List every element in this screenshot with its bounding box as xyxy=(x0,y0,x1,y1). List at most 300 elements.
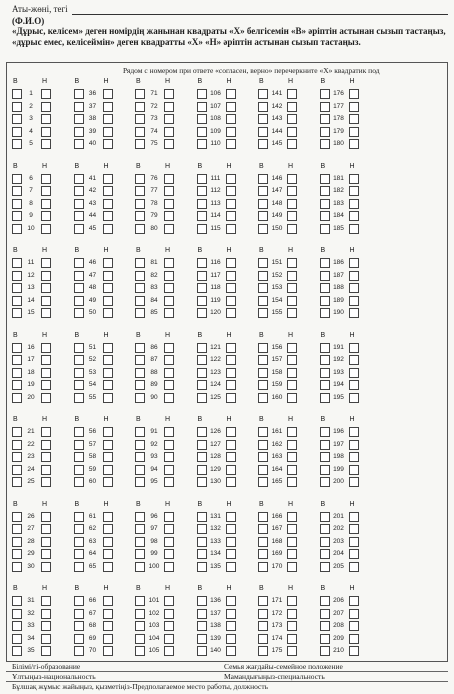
answer-box-no[interactable] xyxy=(226,368,236,378)
answer-box-yes[interactable] xyxy=(320,89,330,99)
answer-box-no[interactable] xyxy=(103,258,113,268)
answer-box-yes[interactable] xyxy=(74,186,84,196)
answer-box-no[interactable] xyxy=(349,537,359,547)
answer-box-yes[interactable] xyxy=(74,452,84,462)
answer-box-no[interactable] xyxy=(226,224,236,234)
answer-box-no[interactable] xyxy=(349,343,359,353)
answer-box-yes[interactable] xyxy=(12,258,22,268)
answer-box-no[interactable] xyxy=(164,102,174,112)
answer-box-no[interactable] xyxy=(226,127,236,137)
answer-box-no[interactable] xyxy=(226,524,236,534)
answer-box-no[interactable] xyxy=(41,621,51,631)
answer-box-no[interactable] xyxy=(41,368,51,378)
answer-box-no[interactable] xyxy=(287,102,297,112)
answer-box-yes[interactable] xyxy=(258,393,268,403)
answer-box-yes[interactable] xyxy=(258,368,268,378)
answer-box-yes[interactable] xyxy=(135,537,145,547)
answer-box-no[interactable] xyxy=(226,609,236,619)
answer-box-yes[interactable] xyxy=(258,283,268,293)
answer-box-no[interactable] xyxy=(103,621,113,631)
answer-box-no[interactable] xyxy=(226,114,236,124)
answer-box-yes[interactable] xyxy=(258,452,268,462)
answer-box-no[interactable] xyxy=(103,174,113,184)
answer-box-yes[interactable] xyxy=(74,634,84,644)
name-input-line[interactable] xyxy=(72,5,448,15)
answer-box-yes[interactable] xyxy=(320,634,330,644)
answer-box-yes[interactable] xyxy=(74,609,84,619)
answer-box-no[interactable] xyxy=(41,440,51,450)
answer-box-yes[interactable] xyxy=(74,199,84,209)
answer-box-no[interactable] xyxy=(164,524,174,534)
answer-box-no[interactable] xyxy=(349,127,359,137)
answer-box-no[interactable] xyxy=(226,308,236,318)
answer-box-no[interactable] xyxy=(287,308,297,318)
answer-box-no[interactable] xyxy=(103,343,113,353)
answer-box-no[interactable] xyxy=(349,646,359,656)
answer-box-no[interactable] xyxy=(349,102,359,112)
answer-box-yes[interactable] xyxy=(12,283,22,293)
answer-box-no[interactable] xyxy=(103,524,113,534)
answer-box-yes[interactable] xyxy=(12,634,22,644)
answer-box-no[interactable] xyxy=(41,393,51,403)
answer-box-no[interactable] xyxy=(287,634,297,644)
answer-box-no[interactable] xyxy=(103,477,113,487)
answer-box-yes[interactable] xyxy=(320,114,330,124)
answer-box-yes[interactable] xyxy=(197,355,207,365)
answer-box-no[interactable] xyxy=(103,512,113,522)
answer-box-yes[interactable] xyxy=(258,102,268,112)
answer-box-no[interactable] xyxy=(226,89,236,99)
answer-box-no[interactable] xyxy=(103,634,113,644)
answer-box-yes[interactable] xyxy=(320,102,330,112)
answer-box-yes[interactable] xyxy=(74,271,84,281)
answer-box-no[interactable] xyxy=(164,380,174,390)
answer-box-yes[interactable] xyxy=(135,258,145,268)
answer-box-yes[interactable] xyxy=(258,646,268,656)
answer-box-yes[interactable] xyxy=(197,343,207,353)
answer-box-no[interactable] xyxy=(41,271,51,281)
answer-box-yes[interactable] xyxy=(74,258,84,268)
answer-box-yes[interactable] xyxy=(258,524,268,534)
answer-box-no[interactable] xyxy=(349,368,359,378)
answer-box-no[interactable] xyxy=(41,477,51,487)
answer-box-yes[interactable] xyxy=(320,549,330,559)
answer-box-yes[interactable] xyxy=(320,211,330,221)
answer-box-yes[interactable] xyxy=(197,562,207,572)
answer-box-no[interactable] xyxy=(41,224,51,234)
answer-box-yes[interactable] xyxy=(135,174,145,184)
answer-box-no[interactable] xyxy=(287,211,297,221)
answer-box-no[interactable] xyxy=(103,355,113,365)
answer-box-no[interactable] xyxy=(41,562,51,572)
answer-box-no[interactable] xyxy=(226,512,236,522)
answer-box-no[interactable] xyxy=(349,621,359,631)
answer-box-yes[interactable] xyxy=(320,562,330,572)
answer-box-yes[interactable] xyxy=(135,477,145,487)
answer-box-yes[interactable] xyxy=(12,440,22,450)
answer-box-no[interactable] xyxy=(349,380,359,390)
answer-box-yes[interactable] xyxy=(12,537,22,547)
answer-box-no[interactable] xyxy=(287,139,297,149)
answer-box-yes[interactable] xyxy=(12,355,22,365)
answer-box-no[interactable] xyxy=(287,562,297,572)
answer-box-no[interactable] xyxy=(164,537,174,547)
answer-box-yes[interactable] xyxy=(197,139,207,149)
answer-box-no[interactable] xyxy=(103,549,113,559)
answer-box-no[interactable] xyxy=(287,199,297,209)
answer-box-yes[interactable] xyxy=(197,477,207,487)
answer-box-no[interactable] xyxy=(41,427,51,437)
answer-box-yes[interactable] xyxy=(12,139,22,149)
answer-box-yes[interactable] xyxy=(74,427,84,437)
answer-box-no[interactable] xyxy=(226,139,236,149)
answer-box-yes[interactable] xyxy=(197,634,207,644)
answer-box-no[interactable] xyxy=(226,186,236,196)
answer-box-no[interactable] xyxy=(164,634,174,644)
answer-box-yes[interactable] xyxy=(74,537,84,547)
answer-box-no[interactable] xyxy=(349,186,359,196)
answer-box-yes[interactable] xyxy=(74,621,84,631)
answer-box-yes[interactable] xyxy=(12,296,22,306)
answer-box-yes[interactable] xyxy=(197,308,207,318)
answer-box-yes[interactable] xyxy=(135,283,145,293)
answer-box-yes[interactable] xyxy=(135,343,145,353)
answer-box-yes[interactable] xyxy=(74,102,84,112)
answer-box-yes[interactable] xyxy=(320,512,330,522)
answer-box-yes[interactable] xyxy=(258,174,268,184)
answer-box-no[interactable] xyxy=(349,139,359,149)
answer-box-yes[interactable] xyxy=(74,211,84,221)
answer-box-yes[interactable] xyxy=(320,621,330,631)
answer-box-no[interactable] xyxy=(164,393,174,403)
answer-box-yes[interactable] xyxy=(74,524,84,534)
answer-box-yes[interactable] xyxy=(12,211,22,221)
answer-box-no[interactable] xyxy=(41,283,51,293)
answer-box-no[interactable] xyxy=(103,368,113,378)
answer-box-yes[interactable] xyxy=(135,186,145,196)
answer-box-yes[interactable] xyxy=(12,174,22,184)
answer-box-yes[interactable] xyxy=(258,89,268,99)
answer-box-no[interactable] xyxy=(164,452,174,462)
answer-box-yes[interactable] xyxy=(258,114,268,124)
answer-box-no[interactable] xyxy=(287,609,297,619)
answer-box-yes[interactable] xyxy=(135,465,145,475)
answer-box-no[interactable] xyxy=(164,343,174,353)
answer-box-yes[interactable] xyxy=(12,512,22,522)
answer-box-no[interactable] xyxy=(41,127,51,137)
answer-box-no[interactable] xyxy=(103,283,113,293)
answer-box-no[interactable] xyxy=(41,549,51,559)
answer-box-no[interactable] xyxy=(41,174,51,184)
answer-box-yes[interactable] xyxy=(258,465,268,475)
answer-box-no[interactable] xyxy=(349,596,359,606)
answer-box-no[interactable] xyxy=(287,283,297,293)
answer-box-no[interactable] xyxy=(349,512,359,522)
answer-box-yes[interactable] xyxy=(135,440,145,450)
answer-box-yes[interactable] xyxy=(320,271,330,281)
answer-box-no[interactable] xyxy=(164,271,174,281)
answer-box-no[interactable] xyxy=(164,258,174,268)
answer-box-yes[interactable] xyxy=(258,271,268,281)
answer-box-no[interactable] xyxy=(164,549,174,559)
answer-box-no[interactable] xyxy=(164,427,174,437)
answer-box-yes[interactable] xyxy=(74,380,84,390)
answer-box-yes[interactable] xyxy=(12,114,22,124)
answer-box-yes[interactable] xyxy=(197,609,207,619)
answer-box-yes[interactable] xyxy=(258,224,268,234)
answer-box-yes[interactable] xyxy=(320,224,330,234)
answer-box-yes[interactable] xyxy=(135,102,145,112)
answer-box-yes[interactable] xyxy=(258,139,268,149)
answer-box-no[interactable] xyxy=(287,224,297,234)
answer-box-no[interactable] xyxy=(287,537,297,547)
answer-box-yes[interactable] xyxy=(197,537,207,547)
answer-box-no[interactable] xyxy=(41,343,51,353)
answer-box-yes[interactable] xyxy=(135,452,145,462)
answer-box-yes[interactable] xyxy=(12,308,22,318)
answer-box-no[interactable] xyxy=(41,102,51,112)
answer-box-yes[interactable] xyxy=(258,440,268,450)
answer-box-yes[interactable] xyxy=(74,283,84,293)
answer-box-yes[interactable] xyxy=(12,271,22,281)
answer-box-no[interactable] xyxy=(103,562,113,572)
answer-box-yes[interactable] xyxy=(258,609,268,619)
answer-box-yes[interactable] xyxy=(135,646,145,656)
answer-box-yes[interactable] xyxy=(258,211,268,221)
answer-box-no[interactable] xyxy=(349,271,359,281)
answer-box-no[interactable] xyxy=(164,283,174,293)
answer-box-no[interactable] xyxy=(103,89,113,99)
answer-box-yes[interactable] xyxy=(258,308,268,318)
answer-box-no[interactable] xyxy=(226,355,236,365)
answer-box-yes[interactable] xyxy=(135,355,145,365)
answer-box-yes[interactable] xyxy=(197,440,207,450)
answer-box-no[interactable] xyxy=(349,224,359,234)
answer-box-no[interactable] xyxy=(103,537,113,547)
answer-box-no[interactable] xyxy=(103,596,113,606)
answer-box-yes[interactable] xyxy=(12,89,22,99)
answer-box-yes[interactable] xyxy=(197,393,207,403)
answer-box-yes[interactable] xyxy=(320,308,330,318)
answer-box-no[interactable] xyxy=(226,199,236,209)
answer-box-yes[interactable] xyxy=(320,380,330,390)
answer-box-no[interactable] xyxy=(41,199,51,209)
answer-box-yes[interactable] xyxy=(197,199,207,209)
answer-box-yes[interactable] xyxy=(74,465,84,475)
answer-box-yes[interactable] xyxy=(320,174,330,184)
answer-box-no[interactable] xyxy=(41,186,51,196)
answer-box-no[interactable] xyxy=(226,427,236,437)
answer-box-no[interactable] xyxy=(349,452,359,462)
answer-box-no[interactable] xyxy=(349,258,359,268)
answer-box-no[interactable] xyxy=(287,114,297,124)
answer-box-no[interactable] xyxy=(164,368,174,378)
answer-box-yes[interactable] xyxy=(74,139,84,149)
answer-box-no[interactable] xyxy=(226,258,236,268)
answer-box-yes[interactable] xyxy=(197,174,207,184)
answer-box-yes[interactable] xyxy=(258,127,268,137)
answer-box-yes[interactable] xyxy=(320,524,330,534)
answer-box-no[interactable] xyxy=(103,224,113,234)
answer-box-no[interactable] xyxy=(287,440,297,450)
answer-box-yes[interactable] xyxy=(197,524,207,534)
answer-box-yes[interactable] xyxy=(320,465,330,475)
answer-box-no[interactable] xyxy=(287,524,297,534)
answer-box-no[interactable] xyxy=(287,512,297,522)
answer-box-no[interactable] xyxy=(41,89,51,99)
answer-box-no[interactable] xyxy=(349,283,359,293)
answer-box-yes[interactable] xyxy=(74,308,84,318)
answer-box-no[interactable] xyxy=(226,596,236,606)
answer-box-no[interactable] xyxy=(164,355,174,365)
answer-box-yes[interactable] xyxy=(320,186,330,196)
answer-box-no[interactable] xyxy=(41,380,51,390)
answer-box-yes[interactable] xyxy=(12,609,22,619)
answer-box-no[interactable] xyxy=(349,174,359,184)
answer-box-no[interactable] xyxy=(287,343,297,353)
answer-box-no[interactable] xyxy=(226,465,236,475)
answer-box-yes[interactable] xyxy=(320,537,330,547)
answer-box-no[interactable] xyxy=(226,174,236,184)
answer-box-yes[interactable] xyxy=(197,127,207,137)
answer-box-yes[interactable] xyxy=(12,646,22,656)
answer-box-no[interactable] xyxy=(349,562,359,572)
answer-box-yes[interactable] xyxy=(320,296,330,306)
answer-box-no[interactable] xyxy=(164,211,174,221)
answer-box-yes[interactable] xyxy=(135,596,145,606)
answer-box-no[interactable] xyxy=(349,524,359,534)
answer-box-no[interactable] xyxy=(41,465,51,475)
answer-box-no[interactable] xyxy=(349,114,359,124)
answer-box-yes[interactable] xyxy=(197,427,207,437)
answer-box-yes[interactable] xyxy=(74,440,84,450)
answer-box-no[interactable] xyxy=(41,211,51,221)
answer-box-no[interactable] xyxy=(41,609,51,619)
answer-box-yes[interactable] xyxy=(135,224,145,234)
answer-box-no[interactable] xyxy=(226,452,236,462)
answer-box-no[interactable] xyxy=(226,393,236,403)
answer-box-no[interactable] xyxy=(164,621,174,631)
answer-box-yes[interactable] xyxy=(258,258,268,268)
answer-box-no[interactable] xyxy=(103,139,113,149)
answer-box-yes[interactable] xyxy=(74,596,84,606)
answer-box-no[interactable] xyxy=(287,477,297,487)
answer-box-no[interactable] xyxy=(287,465,297,475)
answer-box-yes[interactable] xyxy=(320,283,330,293)
answer-box-yes[interactable] xyxy=(197,114,207,124)
answer-box-no[interactable] xyxy=(164,596,174,606)
answer-box-yes[interactable] xyxy=(197,271,207,281)
answer-box-no[interactable] xyxy=(349,440,359,450)
answer-box-yes[interactable] xyxy=(258,634,268,644)
answer-box-yes[interactable] xyxy=(12,127,22,137)
answer-box-yes[interactable] xyxy=(74,368,84,378)
answer-box-no[interactable] xyxy=(164,199,174,209)
answer-box-yes[interactable] xyxy=(135,308,145,318)
answer-box-yes[interactable] xyxy=(135,427,145,437)
answer-box-yes[interactable] xyxy=(320,127,330,137)
answer-box-no[interactable] xyxy=(226,296,236,306)
answer-box-yes[interactable] xyxy=(135,562,145,572)
answer-box-no[interactable] xyxy=(349,549,359,559)
answer-box-no[interactable] xyxy=(349,609,359,619)
answer-box-no[interactable] xyxy=(103,308,113,318)
answer-box-no[interactable] xyxy=(226,562,236,572)
answer-box-no[interactable] xyxy=(41,308,51,318)
answer-box-yes[interactable] xyxy=(320,368,330,378)
answer-box-no[interactable] xyxy=(164,296,174,306)
answer-box-no[interactable] xyxy=(41,296,51,306)
answer-box-yes[interactable] xyxy=(320,393,330,403)
answer-box-no[interactable] xyxy=(164,186,174,196)
answer-box-yes[interactable] xyxy=(12,562,22,572)
answer-box-no[interactable] xyxy=(226,477,236,487)
answer-box-yes[interactable] xyxy=(258,343,268,353)
answer-box-no[interactable] xyxy=(164,89,174,99)
answer-box-no[interactable] xyxy=(41,139,51,149)
answer-box-yes[interactable] xyxy=(74,562,84,572)
answer-box-yes[interactable] xyxy=(320,139,330,149)
answer-box-yes[interactable] xyxy=(258,621,268,631)
answer-box-yes[interactable] xyxy=(197,621,207,631)
answer-box-yes[interactable] xyxy=(320,355,330,365)
answer-box-no[interactable] xyxy=(349,634,359,644)
answer-box-yes[interactable] xyxy=(135,393,145,403)
answer-box-yes[interactable] xyxy=(135,549,145,559)
answer-box-yes[interactable] xyxy=(197,452,207,462)
answer-box-no[interactable] xyxy=(226,380,236,390)
answer-box-yes[interactable] xyxy=(135,380,145,390)
answer-box-yes[interactable] xyxy=(197,186,207,196)
answer-box-yes[interactable] xyxy=(197,211,207,221)
answer-box-no[interactable] xyxy=(226,211,236,221)
answer-box-no[interactable] xyxy=(287,596,297,606)
answer-box-yes[interactable] xyxy=(320,258,330,268)
answer-box-yes[interactable] xyxy=(258,186,268,196)
answer-box-no[interactable] xyxy=(349,355,359,365)
answer-box-yes[interactable] xyxy=(258,477,268,487)
answer-box-yes[interactable] xyxy=(74,646,84,656)
answer-box-yes[interactable] xyxy=(197,465,207,475)
answer-box-no[interactable] xyxy=(226,549,236,559)
answer-box-yes[interactable] xyxy=(197,89,207,99)
answer-box-yes[interactable] xyxy=(197,102,207,112)
answer-box-yes[interactable] xyxy=(74,224,84,234)
answer-box-no[interactable] xyxy=(226,440,236,450)
answer-box-yes[interactable] xyxy=(258,537,268,547)
answer-box-no[interactable] xyxy=(349,477,359,487)
answer-box-no[interactable] xyxy=(103,427,113,437)
answer-box-yes[interactable] xyxy=(74,355,84,365)
answer-box-yes[interactable] xyxy=(320,199,330,209)
answer-box-no[interactable] xyxy=(41,258,51,268)
answer-box-no[interactable] xyxy=(103,609,113,619)
answer-box-no[interactable] xyxy=(103,114,113,124)
answer-box-no[interactable] xyxy=(287,368,297,378)
answer-box-yes[interactable] xyxy=(197,258,207,268)
answer-box-yes[interactable] xyxy=(74,114,84,124)
answer-box-yes[interactable] xyxy=(135,89,145,99)
answer-box-yes[interactable] xyxy=(258,512,268,522)
answer-box-no[interactable] xyxy=(164,440,174,450)
answer-box-no[interactable] xyxy=(41,355,51,365)
answer-box-no[interactable] xyxy=(103,271,113,281)
answer-box-yes[interactable] xyxy=(12,427,22,437)
answer-box-yes[interactable] xyxy=(258,355,268,365)
answer-box-no[interactable] xyxy=(287,427,297,437)
answer-box-no[interactable] xyxy=(41,114,51,124)
answer-box-no[interactable] xyxy=(287,174,297,184)
